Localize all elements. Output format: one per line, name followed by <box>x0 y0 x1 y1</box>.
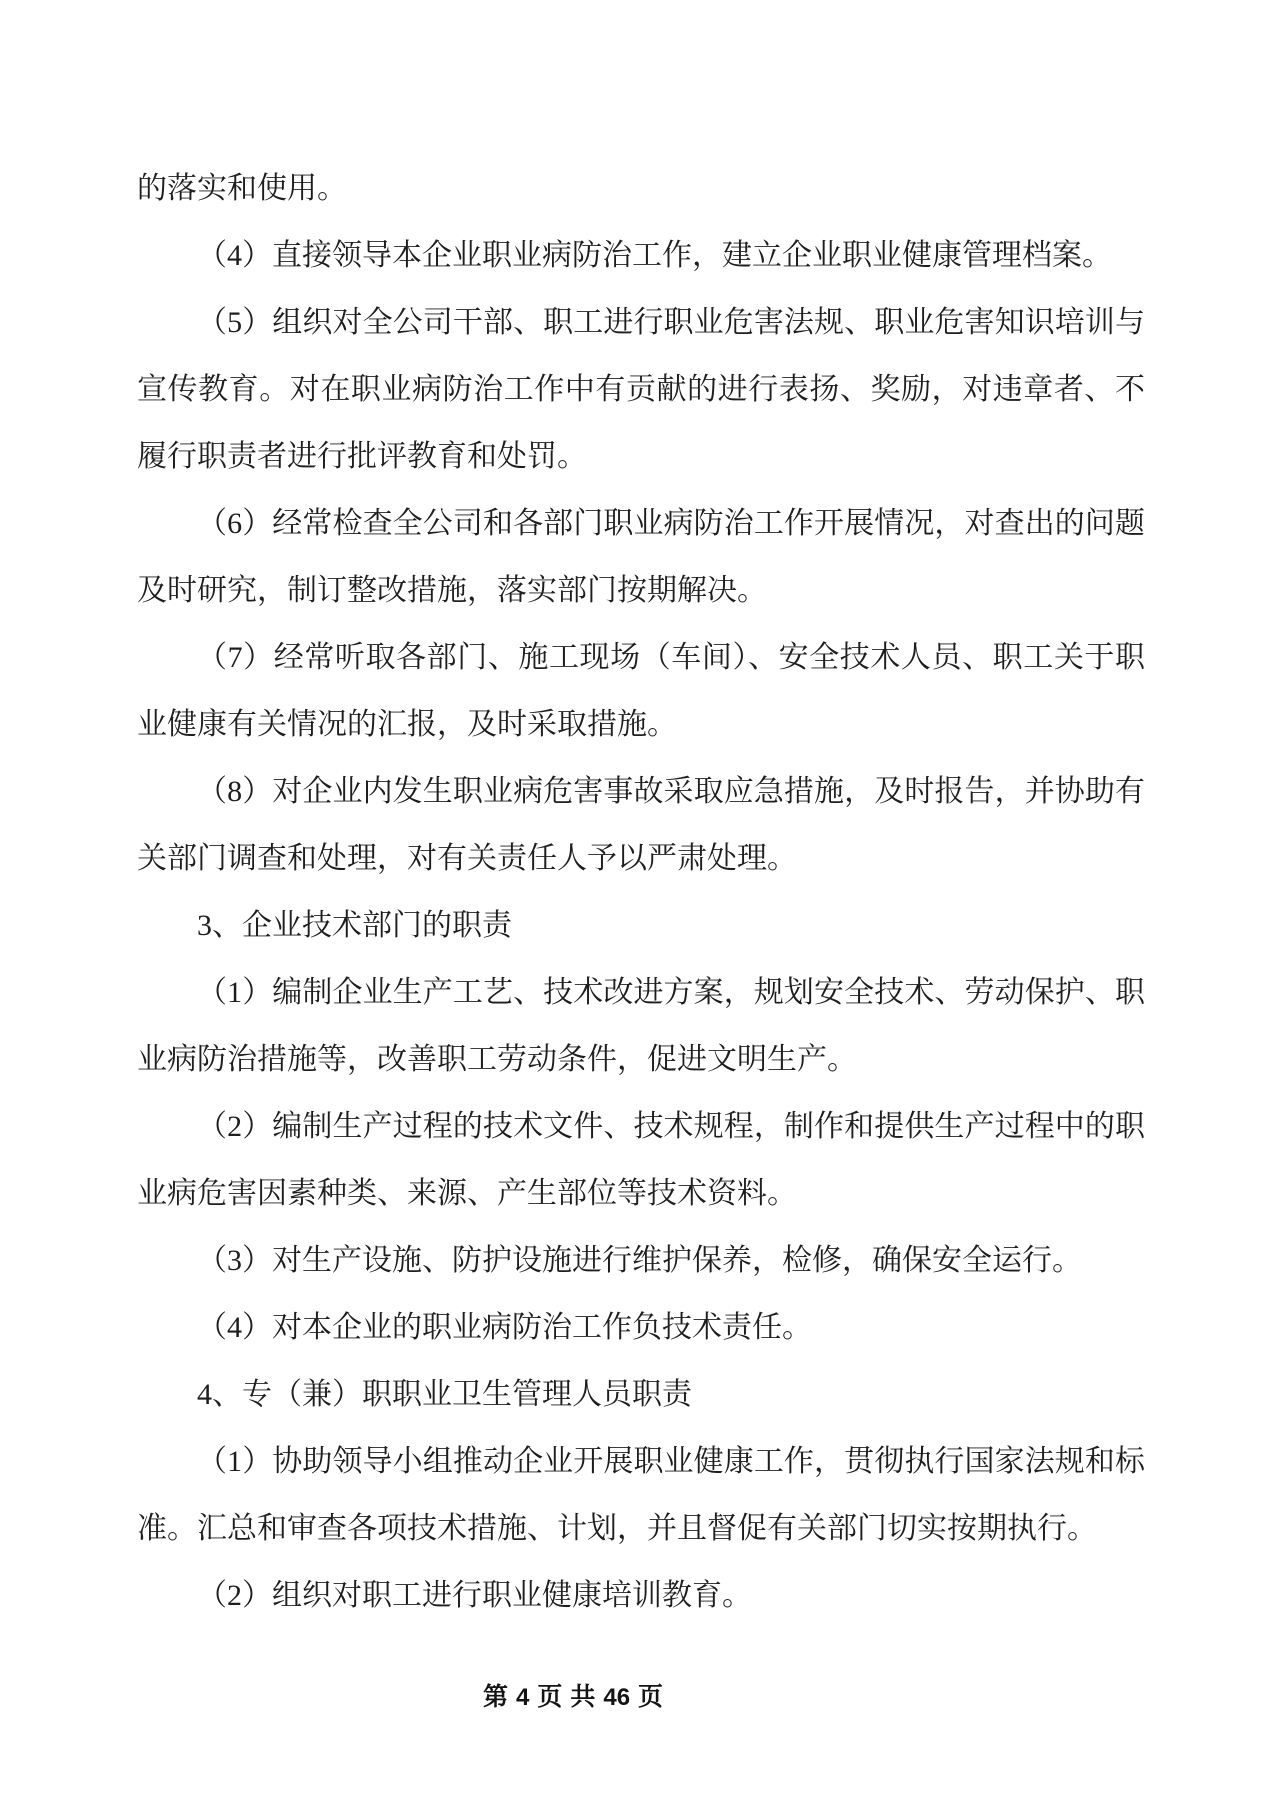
body-paragraph: （5）组织对全公司干部、职工进行职业危害法规、职业危害知识培训与宣传教育。对在职业病防治工作中有贡献的进行表扬、奖励，对违章者、不履行职责者进行批评教育和处罚。 <box>137 306 1145 473</box>
footer-label-di: 第 <box>482 1684 508 1711</box>
body-paragraph: （2）组织对职工进行职业健康培训教育。 <box>197 1579 752 1612</box>
body-paragraph: （4）直接领导本企业职业病防治工作，建立企业职业健康管理档案。 <box>197 239 1112 272</box>
section-heading: 4、专（兼）职职业卫生管理人员职责 <box>197 1378 692 1411</box>
footer-current-page-number: 4 <box>515 1684 530 1711</box>
body-paragraph: （7）经常听取各部门、施工现场（车间）、安全技术人员、职工关于职业健康有关情况的汇报，及时采取措施。 <box>137 641 1145 741</box>
body-paragraph: （8）对企业内发生职业病危害事故采取应急措施，及时报告，并协助有关部门调查和处理，对有关责任人予以严肃处理。 <box>137 775 1145 875</box>
body-paragraph: （3）对生产设施、防护设施进行维护保养，检修，确保安全运行。 <box>197 1244 1082 1277</box>
footer-label-ye: 页 <box>537 1684 563 1711</box>
footer-total-pages-number: 46 <box>603 1684 631 1711</box>
body-paragraph: （1）协助领导小组推动企业开展职业健康工作，贯彻执行国家法规和标准。汇总和审查各项技术措施、计划，并且督促有关部门切实按期执行。 <box>137 1445 1145 1545</box>
document-body <box>137 155 1145 1629</box>
body-paragraph: （2）编制生产过程的技术文件、技术规程，制作和提供生产过程中的职业病危害因素种类、来源、产生部位等技术资料。 <box>137 1110 1145 1210</box>
body-paragraph: （6）经常检查全公司和各部门职业病防治工作开展情况，对查出的问题及时研究，制订整改措施，落实部门按期解决。 <box>137 507 1145 607</box>
footer-label-gong: 共 <box>570 1684 596 1711</box>
body-paragraph: （1）编制企业生产工艺、技术改进方案，规划安全技术、劳动保护、职业病防治措施等，改善职工劳动条件，促进文明生产。 <box>137 976 1145 1076</box>
footer-label-ye-2: 页 <box>638 1684 664 1711</box>
page-footer <box>0 1678 1146 1718</box>
section-heading: 3、企业技术部门的职责 <box>197 909 512 942</box>
body-paragraph: 的落实和使用。 <box>137 172 347 205</box>
body-paragraph: （4）对本企业的职业病防治工作负技术责任。 <box>197 1311 812 1344</box>
